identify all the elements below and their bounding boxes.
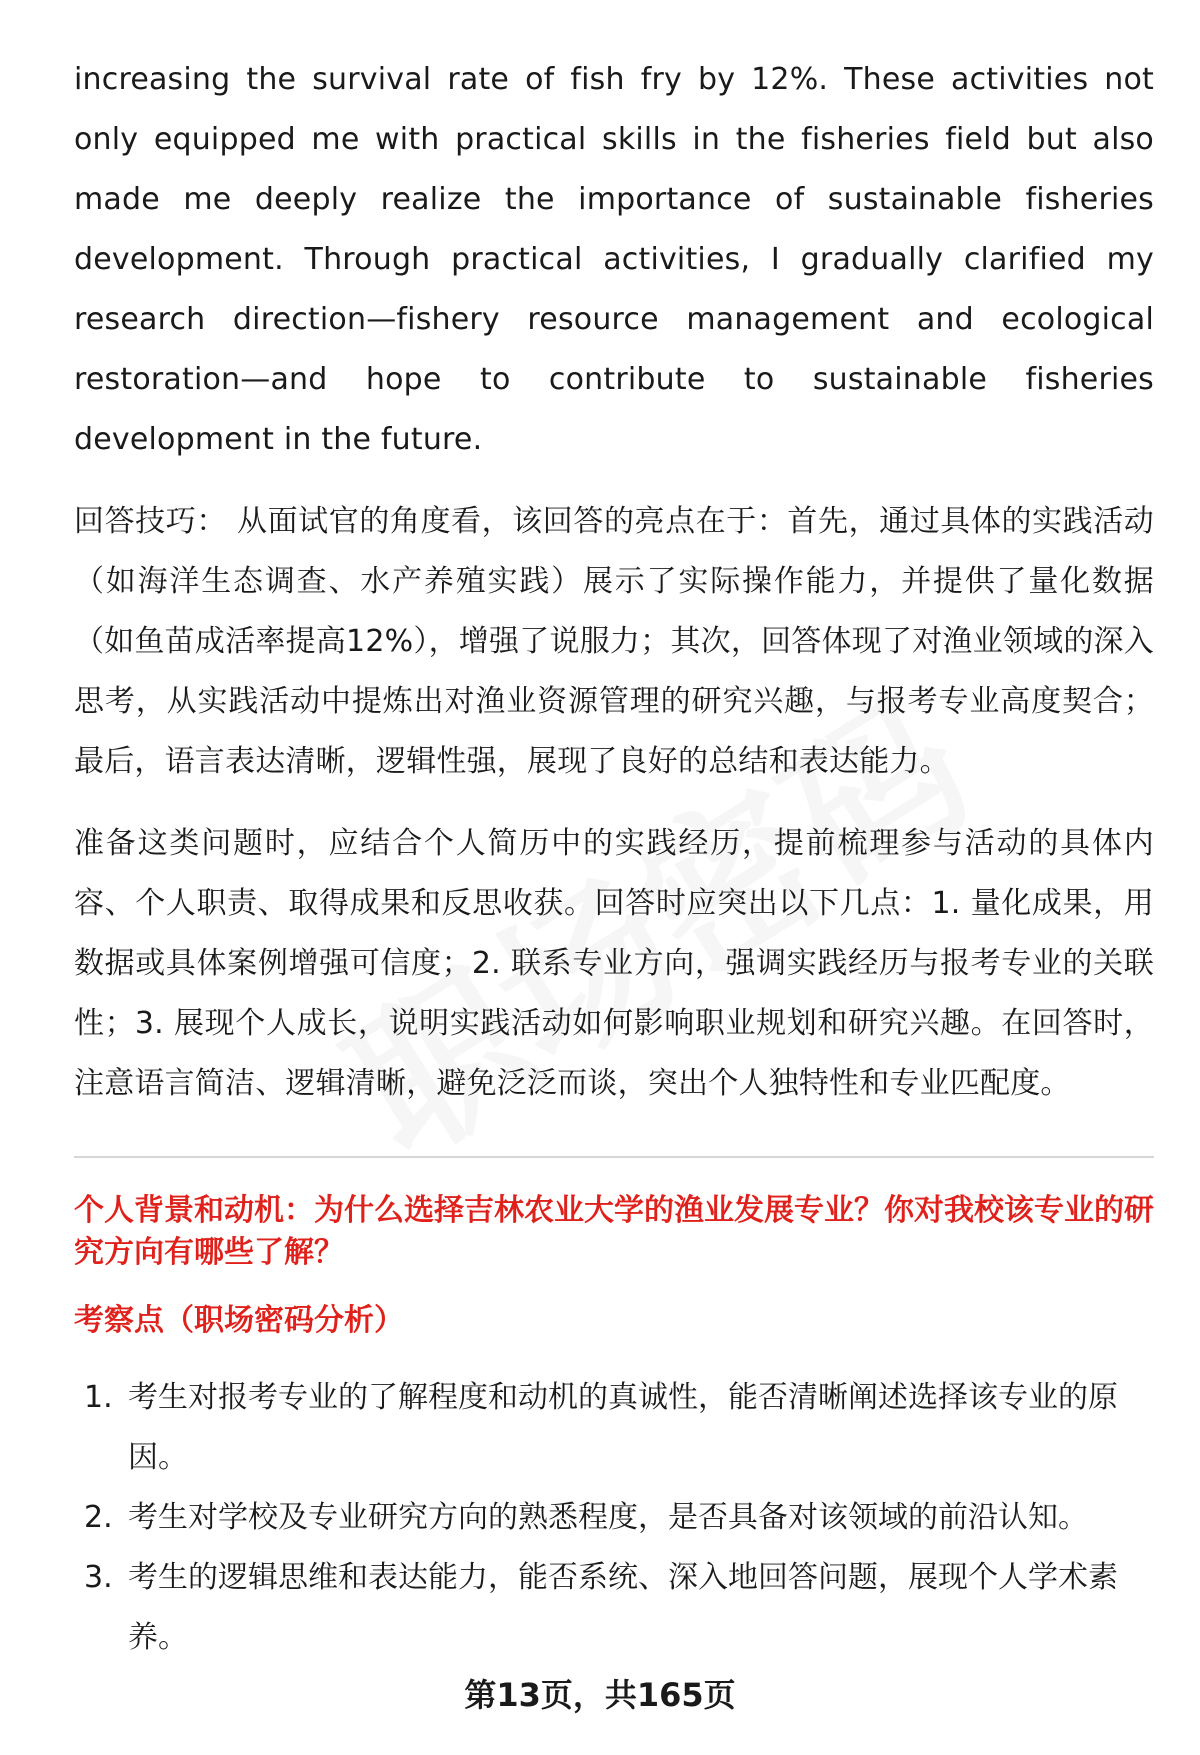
document-page — [74, 50, 1154, 1668]
assessment-points-list — [74, 1368, 1154, 1668]
list-item-text: 考生对学校及专业研究方向的熟悉程度，是否具备对该领域的前沿认知。 — [128, 1500, 1088, 1535]
tips-paragraph: 回答技巧： 从面试官的角度看，该回答的亮点在于：首先，通过具体的实践活动（如海洋生态调查、水产养殖实践）展示了实际操作能力，并提供了量化数据（如鱼苗成活率提高12%），增强了说服力；其次，回答体现了对渔业领域的深入思考，从实践活动中提炼出对渔业资源管理的研究兴趣，与报考专业高度契合；最后，语言表达清晰，逻辑性强，展现了良好的总结和表达能力。 — [74, 504, 1154, 779]
page-number: 第13页，共165页 — [464, 1676, 736, 1714]
list-item-text: 考生的逻辑思维和表达能力，能否系统、深入地回答问题，展现个人学术素养。 — [128, 1560, 1118, 1655]
list-item-text: 考生对报考专业的了解程度和动机的真诚性，能否清晰阐述选择该专业的原因。 — [128, 1380, 1118, 1475]
list-item-number: 3. — [84, 1560, 113, 1595]
list-item — [74, 1548, 1154, 1668]
list-item — [74, 1488, 1154, 1548]
prep-paragraph: 准备这类问题时，应结合个人简历中的实践经历，提前梳理参与活动的具体内容、个人职责、取得成果和反思收获。回答时应突出以下几点：1. 量化成果，用数据或具体案例增强可信度；2. 联系专业方向，强调实践经历与报考专业的关联性；3. 展现个人成长，说明实践活动如何影响职业规划和研究兴趣。在回答时，注意语言简洁、逻辑清晰，避免泛泛而谈，突出个人独特性和专业匹配度。 — [74, 826, 1154, 1101]
list-item-number: 2. — [84, 1500, 113, 1535]
question-title: 个人背景和动机：为什么选择吉林农业大学的渔业发展专业？你对我校该专业的研究方向有哪些了解？ — [74, 1193, 1154, 1270]
english-paragraph: increasing the survival rate of fish fry by 12%. These activities not only equipped me with practical skills in the fisheries field but also made me deeply realize the importance of sustainable fisheries development. Through practical activities, I gradually clarified my research direction—fishery resource management and ecological restoration—and hope to contribute to sustainable fisheries development in the future. — [74, 62, 1154, 457]
section-divider — [74, 1156, 1154, 1158]
list-item — [74, 1368, 1154, 1488]
question-subtitle: 考察点（职场密码分析） — [74, 1303, 404, 1338]
list-item-number: 1. — [84, 1380, 113, 1415]
